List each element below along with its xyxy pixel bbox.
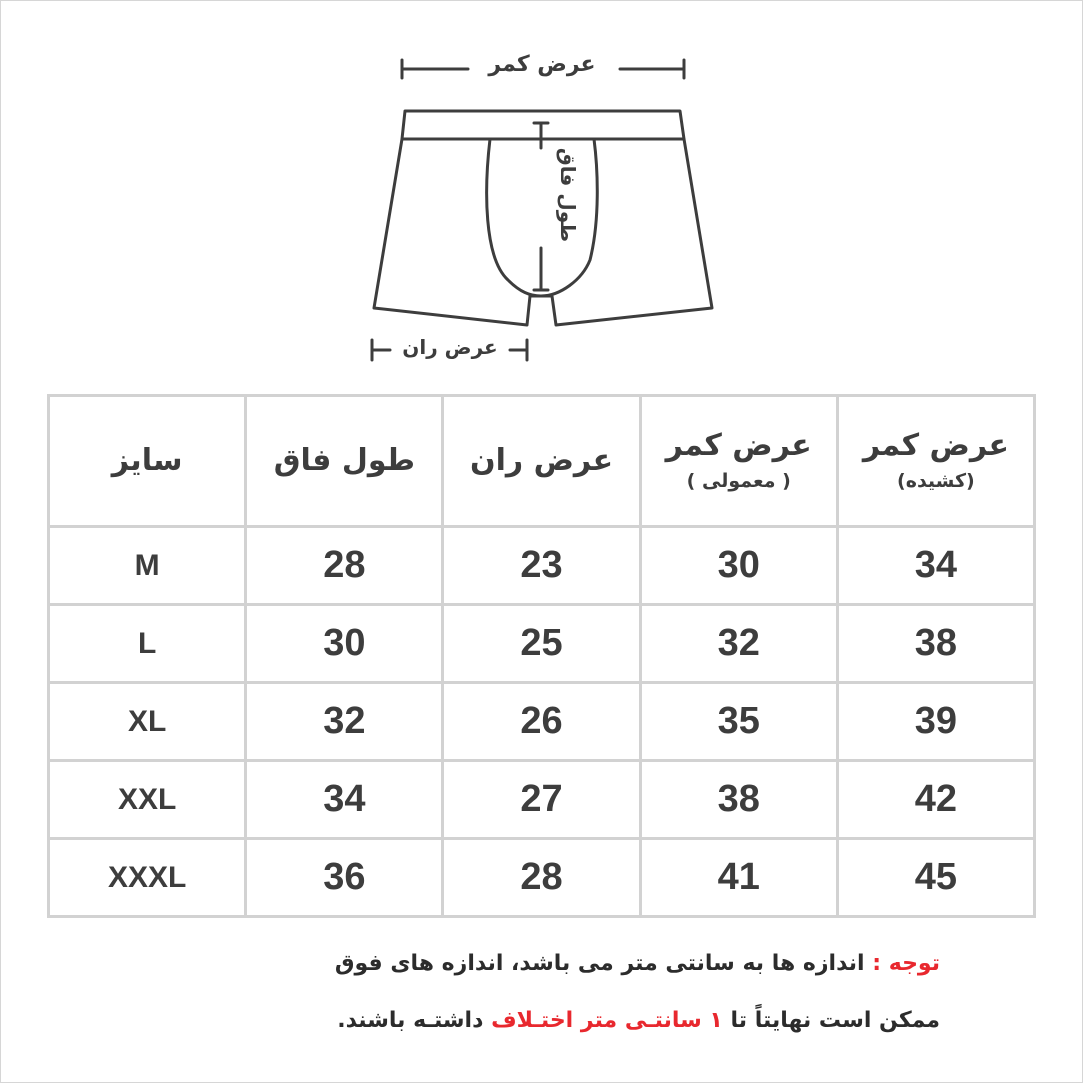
size-table <box>47 394 1036 918</box>
header-thigh-title: عرض ران <box>469 443 614 478</box>
header-waist-normal-title: عرض کمر <box>665 428 812 463</box>
cell-size: M <box>49 527 246 605</box>
cell-inseam: 32 <box>246 683 443 761</box>
cell-stretched: 38 <box>837 605 1034 683</box>
table-row <box>49 761 1035 839</box>
cell-normal: 30 <box>640 527 837 605</box>
table-row <box>49 527 1035 605</box>
cell-size: XXL <box>49 761 246 839</box>
cell-inseam: 34 <box>246 761 443 839</box>
cell-thigh: 23 <box>443 527 640 605</box>
header-size <box>49 396 246 527</box>
boxer-outline-icon <box>350 40 740 380</box>
header-inseam <box>246 396 443 527</box>
header-waist-normal-sub: ( معمولی ) <box>686 470 791 492</box>
cell-inseam: 36 <box>246 839 443 917</box>
header-size-title: سایز <box>111 443 183 478</box>
cell-thigh: 28 <box>443 839 640 917</box>
table-row <box>49 605 1035 683</box>
note-line-1 <box>60 951 940 976</box>
cell-thigh: 25 <box>443 605 640 683</box>
header-row <box>49 396 1035 527</box>
note-line-2-highlight: ۱ سانتـی متر اختـلاف <box>491 1008 723 1033</box>
header-waist-stretched-title: عرض کمر <box>862 428 1009 463</box>
cell-thigh: 27 <box>443 761 640 839</box>
cell-size: L <box>49 605 246 683</box>
cell-inseam: 28 <box>246 527 443 605</box>
note-line-2-start: ممکن است نهایتاً تا <box>730 1008 940 1033</box>
header-inseam-title: طول فاق <box>273 443 415 478</box>
header-waist-stretched <box>837 396 1034 527</box>
table-row <box>49 683 1035 761</box>
cell-stretched: 42 <box>837 761 1034 839</box>
cell-inseam: 30 <box>246 605 443 683</box>
cell-thigh: 26 <box>443 683 640 761</box>
table-row <box>49 839 1035 917</box>
cell-normal: 32 <box>640 605 837 683</box>
cell-size: XL <box>49 683 246 761</box>
header-waist-stretched-sub: (کشیده) <box>897 470 975 492</box>
note-line-1-text: اندازه ها به سانتی متر می باشد، اندازه های فوق <box>334 951 865 976</box>
cell-size: XXXL <box>49 839 246 917</box>
boxer-diagram <box>350 40 740 380</box>
cell-normal: 35 <box>640 683 837 761</box>
cell-normal: 38 <box>640 761 837 839</box>
header-thigh <box>443 396 640 527</box>
thigh-width-label: عرض ران <box>402 335 498 359</box>
cell-normal: 41 <box>640 839 837 917</box>
inseam-label: طول فاق <box>556 147 580 243</box>
header-waist-normal <box>640 396 837 527</box>
waist-width-label: عرض کمر <box>488 52 596 77</box>
cell-stretched: 34 <box>837 527 1034 605</box>
cell-stretched: 39 <box>837 683 1034 761</box>
note-prefix: توجه : <box>872 951 940 976</box>
note-line-2 <box>60 1008 940 1033</box>
cell-stretched: 45 <box>837 839 1034 917</box>
note-line-2-end: داشتـه باشند. <box>337 1008 484 1033</box>
